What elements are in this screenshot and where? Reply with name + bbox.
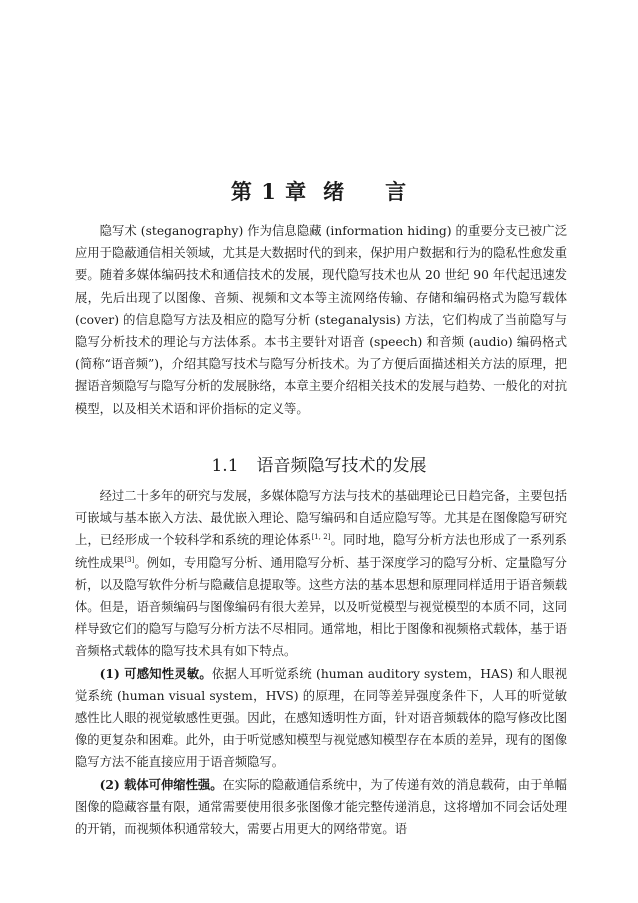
chapter-title-char-2: 言 [385, 179, 408, 204]
paragraph-feature-1 [75, 663, 567, 774]
paragraph-overview [75, 485, 567, 663]
intro-paragraph: 隐写术 (steganography) 作为信息隐藏 (information hiding) 的重要分支已被广泛应用于隐蔽通信相关领域，尤其是大数据时代的到来，保护用户数据和行为的隐私性愈发重要。随着多媒体编码技术和通信技术的发展，现代隐写技术也从 20 世纪 90 年代起迅速发展，先后出现了以图像、音频、视频和文本等主流网络传输、存储和编码格式为隐写载体 (cover) 的信息隐写方法及相应的隐写分析 (steganalysis) 方法，它们构成了当前隐写与隐写分析技术的理论与方法体系。本书主要针对语音 (speech) 和音频 (audio) 编码格式 (简称“语音频”)，介绍其隐写技术与隐写分析技术。为了方便后面描述相关方法的原理，把握语音频隐写与隐写分析的发展脉络，本章主要介绍相关技术的发展与趋势、一般化的对抗模型，以及相关术语和评价指标的定义等。 [75, 224, 567, 416]
citation-3: [3] [124, 555, 135, 564]
feature-2-heading: (2) 载体可伸缩性强。 [99, 776, 223, 792]
section-number: 1.1 [211, 456, 239, 476]
overview-text-2: 。同时地，隐写分析方法也形成了一系列系统性成果 [75, 533, 567, 570]
overview-text-3: 。例如，专用隐写分析、通用隐写分析、基于深度学习的隐写分析、定量隐写分析，以及隐写软件分析与隐藏信息提取等。这些方法的基本思想和原理同样适用于语音频载体。但是，语音频编码与图像编码有很大差异，以及听觉模型与视觉模型的本质不同，这同样导致它们的隐写与隐写分析方法不尽相同。通常地，相比于图像和视频格式载体，基于语音频格式载体的隐写技术具有如下特点。 [75, 555, 567, 659]
chapter-number: 1 [261, 179, 277, 204]
chapter-title-char-1: 绪 [323, 179, 346, 204]
feature-2-text: 在实际的隐蔽通信系统中，为了传递有效的消息载荷，由于单幅图像的隐藏容量有限，通常需要使用很多张图像才能完整传递消息，这将增加不同会话处理的开销，而视频体积通常较大，需要占用更大的网络带宽。语 [75, 777, 567, 837]
section-heading [0, 451, 638, 476]
feature-1-text: 依据人耳听觉系统 (human auditory system，HAS) 和人眼视觉系统 (human visual system，HVS) 的原理，在同等差异强度条件下，人耳的听觉敏感性比人眼的视觉敏感性更强。因此，在感知透明性方面，针对语音频载体的隐写修改比图像的更复杂和困难。此外，由于听觉感知模型与视觉感知模型存在本质的差异，现有的图像隐写方法不能直接应用于语音频隐写。 [75, 666, 567, 770]
citation-1-2: [1, 2] [311, 533, 331, 542]
intro-block [75, 220, 567, 420]
section-title: 语音频隐写技术的发展 [256, 456, 427, 476]
overview-text-1: 经过二十多年的研究与发展，多媒体隐写方法与技术的基础理论已日趋完备，主要包括可嵌域与基本嵌入方法、最优嵌入理论、隐写编码和自适应隐写等。尤其是在图像隐写研究上，已经形成一个较科学和系统的理论体系 [75, 489, 567, 548]
chapter-title [0, 176, 638, 206]
paragraph-feature-2 [75, 774, 567, 841]
chapter-label-prefix: 第 [230, 179, 253, 204]
feature-1-heading: (1) 可感知性灵敏。 [99, 665, 212, 681]
section-body [75, 485, 567, 840]
chapter-label-suffix: 章 [285, 179, 308, 204]
